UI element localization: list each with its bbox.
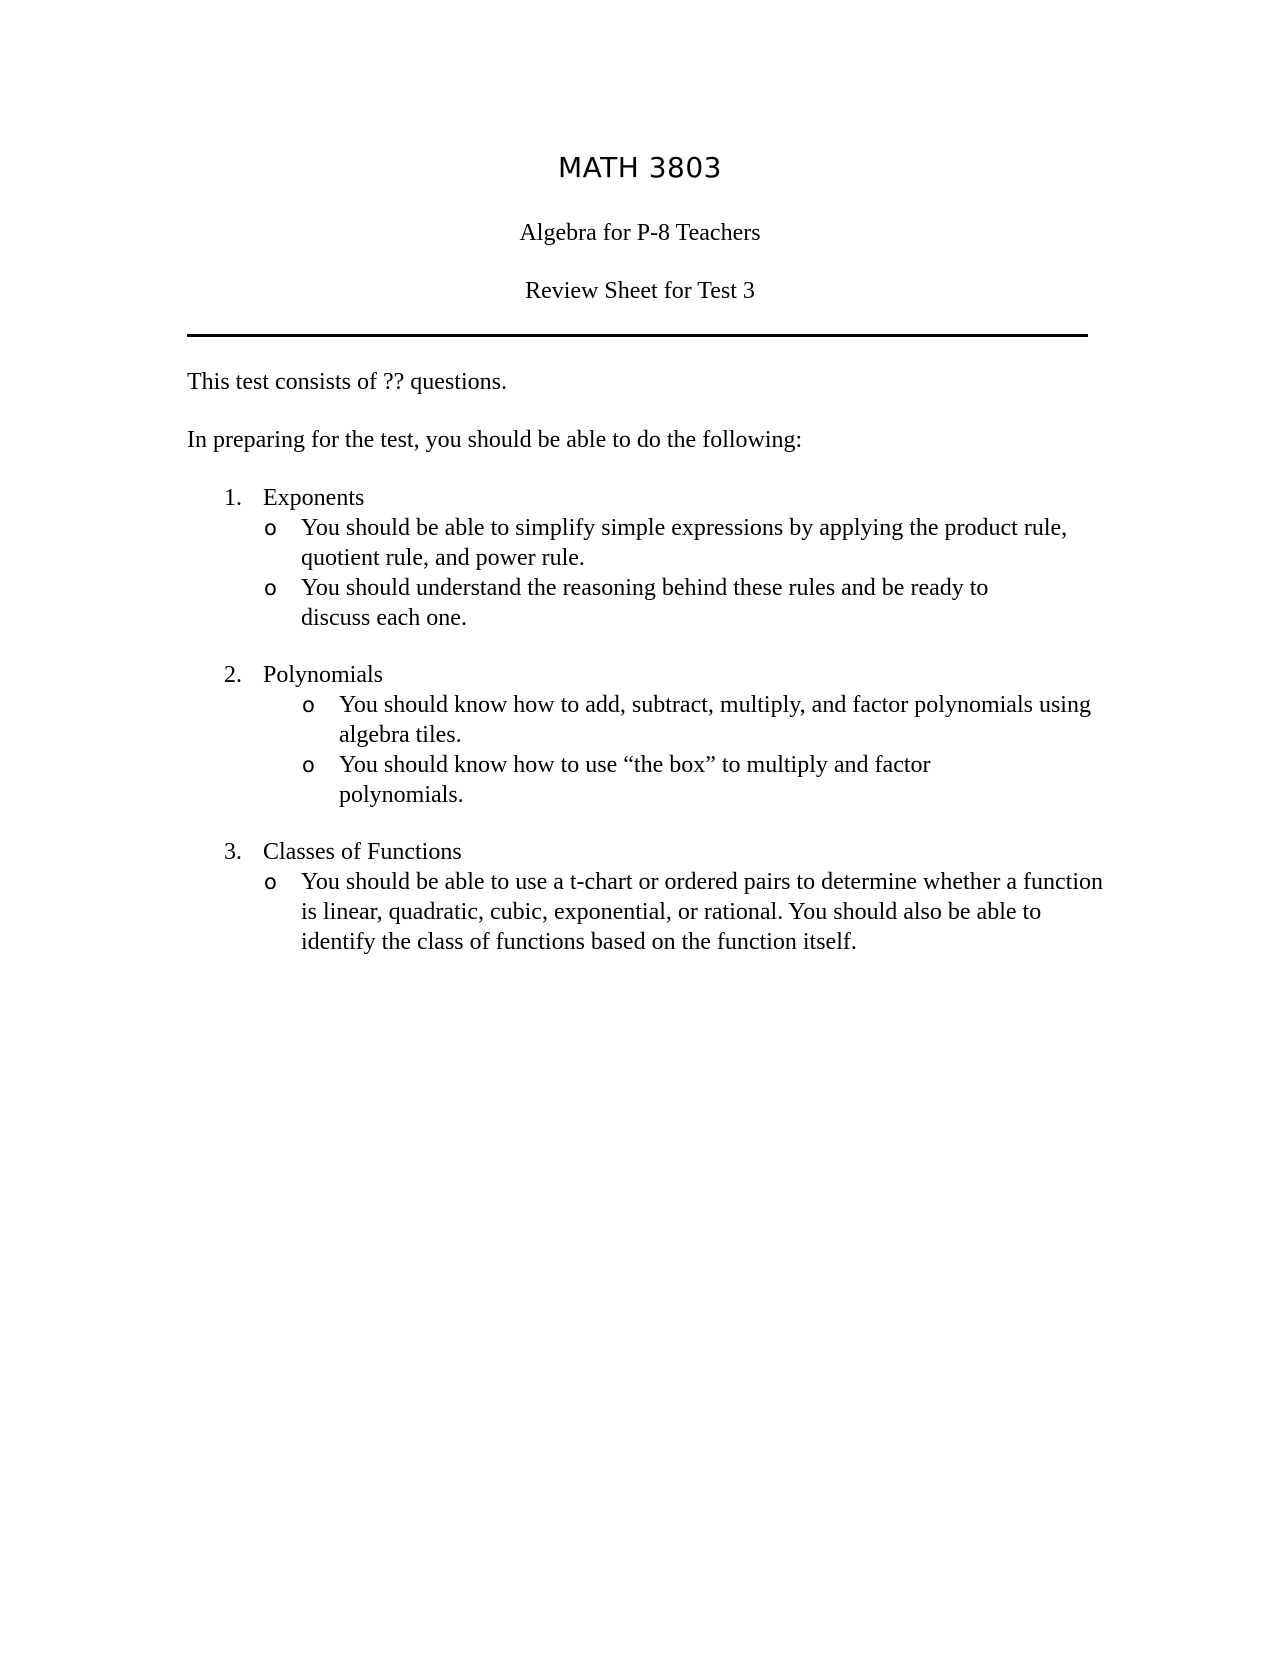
intro-instructions: In preparing for the test, you should be able to do the following: xyxy=(187,427,803,453)
list-item-text: You should be able to simplify simple expressions by applying the product rule, quotient rule, and power rule. xyxy=(301,515,1068,571)
section-heading: Exponents xyxy=(263,485,365,511)
header-divider xyxy=(187,334,1088,337)
section-number: 1. xyxy=(224,485,242,511)
list-item-text: You should understand the reasoning behind these rules and be ready to discuss each one. xyxy=(301,575,989,631)
bullet-marker: o xyxy=(264,516,277,540)
list-item-text: You should be able to use a t-chart or ordered pairs to determine whether a function is linear, quadratic, cubic, exponential, or rational. You should also be able to identify the class of functions based on the function itself. xyxy=(301,869,1103,955)
list-item-text: You should know how to add, subtract, multiply, and factor polynomials using algebra tiles. xyxy=(339,692,1091,748)
list-item-text: You should know how to use “the box” to multiply and factor polynomials. xyxy=(339,752,931,808)
bullet-marker: o xyxy=(302,693,315,717)
section-number: 3. xyxy=(224,839,242,865)
sheet-name: Review Sheet for Test 3 xyxy=(525,278,755,304)
bullet-marker: o xyxy=(264,576,277,600)
course-name: Algebra for P-8 Teachers xyxy=(519,220,761,246)
intro-question-count: This test consists of ?? questions. xyxy=(187,369,507,395)
section-number: 2. xyxy=(224,662,242,688)
bullet-marker: o xyxy=(302,753,315,777)
section-heading: Polynomials xyxy=(263,662,384,688)
page-title: MATH 3803 xyxy=(558,151,722,184)
bullet-marker: o xyxy=(264,870,277,894)
section-heading: Classes of Functions xyxy=(263,839,462,865)
